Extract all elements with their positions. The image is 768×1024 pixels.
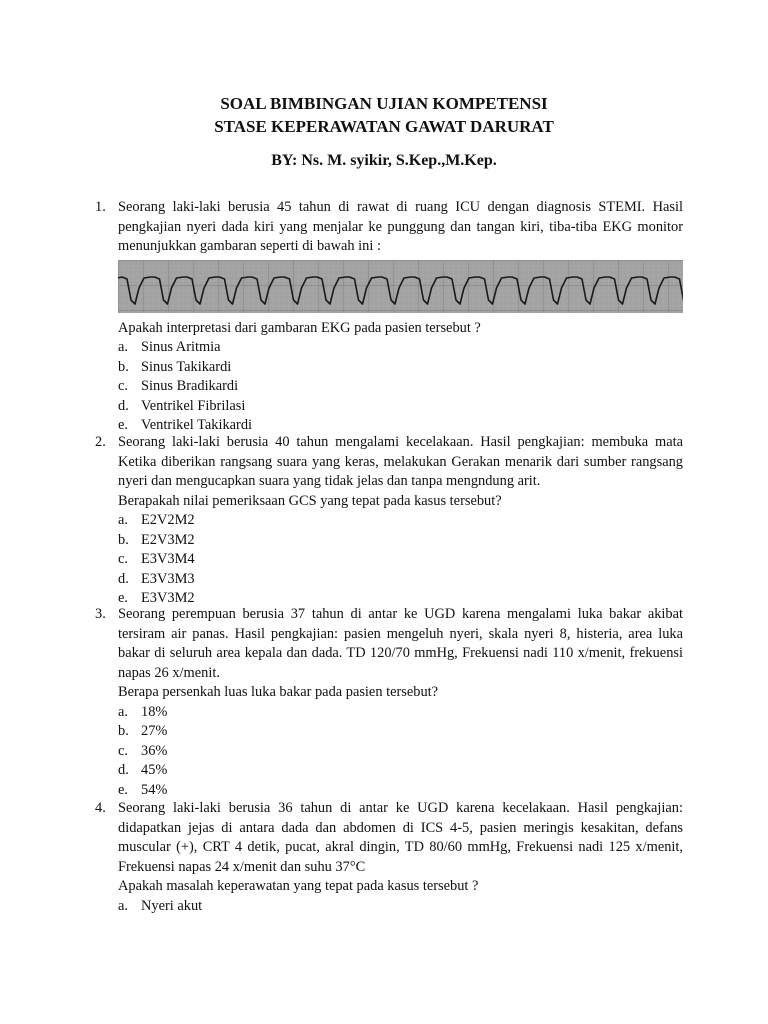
option-letter: a. [118,512,128,528]
option-text: E3V3M2 [141,590,195,606]
question-prompt: Berapa persenkah luas luka bakar pada pasien tersebut? [118,684,439,700]
option-text: Ventrikel Takikardi [141,417,253,433]
question-number: 1. [95,199,106,215]
option-letter: e. [118,781,128,798]
option-text: Ventrikel Fibrilasi [141,397,246,414]
question-prompt: Apakah interpretasi dari gambaran EKG pada pasien tersebut ? [118,319,481,336]
answer-option-a[interactable] [118,897,683,917]
option-text: E2V2M2 [141,512,195,528]
question-prompt: Apakah masalah keperawatan yang tepat pada kasus tersebut ? [118,878,479,894]
question-number: 3. [95,606,106,622]
option-letter: b. [118,358,129,375]
option-text: 18% [141,703,168,720]
answer-option-c[interactable] [118,742,683,762]
answer-options [118,511,683,609]
option-letter: e. [118,590,128,606]
answer-option-c[interactable] [118,550,683,570]
option-letter: a. [118,339,128,355]
question-stem: Seorang laki-laki berusia 40 tahun mengalami kecelakaan. Hasil pengkajian: membuka mata Ketika diberikan rangsang suara yang keras, melakukan Gerakan menarik dari sumber rangsang nyeri dan mengucapkan suara yang tidak jelas dan tanpa mengndung arit. [118,434,683,489]
question-1 [95,198,683,436]
question-stem: Seorang laki-laki berusia 36 tahun di antar ke UGD karena kecelakaan. Hasil pengkajian: didapatkan jejas di antara dada dan abdomen di ICS 4-5, pasien meringis kesakitan, defans muscular (+), CRT 4 detik, pucat, akral dingin, TD 80/60 mmHg, Frekuensi nadi 125 x/menit, Frekuensi napas 24 x/menit dan suhu 37°C [118,800,683,875]
option-letter: e. [118,417,128,433]
ekg-strip-image [118,260,683,313]
option-letter: b. [118,723,129,739]
answer-option-c[interactable] [118,377,683,397]
question-prompt: Berapakah nilai pemeriksaan GCS yang tepat pada kasus tersebut? [118,492,502,509]
option-text: Nyeri akut [141,897,203,914]
question-2 [95,433,683,609]
answer-option-d[interactable] [118,761,683,781]
answer-option-b[interactable] [118,531,683,551]
document-title-line-1: SOAL BIMBINGAN UJIAN KOMPETENSI [220,94,548,113]
option-text: 54% [141,781,168,798]
option-text: E3V3M3 [141,570,195,587]
answer-option-e[interactable] [118,781,683,801]
option-letter: b. [118,531,129,548]
question-number: 4. [95,800,106,816]
question-stem: Seorang perempuan berusia 37 tahun di antar ke UGD karena mengalami luka bakar akibat tersiram air panas. Hasil pengkajian: pasien mengeluh nyeri, skala nyeri 8, histeria, area luka bakar di seluruh area kepala dan dada. TD 120/70 mmHg, Frekuensi nadi 110 x/menit, frekuensi napas 26 x/menit. [118,606,683,681]
option-letter: d. [118,762,129,778]
option-text: Sinus Takikardi [141,358,232,375]
option-letter: d. [118,570,129,587]
question-stem: Seorang laki-laki berusia 45 tahun di rawat di ruang ICU dengan diagnosis STEMI. Hasil pengkajian nyeri dada kiri yang menjalar ke punggung dan tangan kiri, tiba-tiba EKG monitor menunjukkan gambaran seperti di bawah ini : [118,199,683,254]
option-text: E2V3M2 [141,531,195,548]
answer-option-b[interactable] [118,722,683,742]
answer-option-a[interactable] [118,338,683,358]
option-letter: a. [118,897,128,914]
option-text: Sinus Aritmia [141,339,221,355]
option-text: 36% [141,742,168,759]
answer-option-a[interactable] [118,511,683,531]
document-author: BY: Ns. M. syikir, S.Kep.,M.Kep. [271,152,497,169]
option-letter: c. [118,551,128,567]
document-title-line-2: STASE KEPERAWATAN GAWAT DARURAT [214,117,554,136]
answer-option-d[interactable] [118,397,683,417]
question-number: 2. [95,434,106,450]
answer-option-d[interactable] [118,570,683,590]
answer-options [118,338,683,436]
question-3 [95,605,683,800]
option-letter: a. [118,703,128,720]
option-letter: d. [118,397,129,414]
option-text: Sinus Bradikardi [141,378,239,394]
answer-options [118,897,683,917]
answer-options [118,703,683,801]
answer-option-a[interactable] [118,703,683,723]
option-letter: c. [118,742,128,759]
option-text: E3V3M4 [141,551,195,567]
option-text: 27% [141,723,168,739]
option-text: 45% [141,762,168,778]
question-4 [95,799,683,916]
answer-option-b[interactable] [118,358,683,378]
option-letter: c. [118,378,128,394]
